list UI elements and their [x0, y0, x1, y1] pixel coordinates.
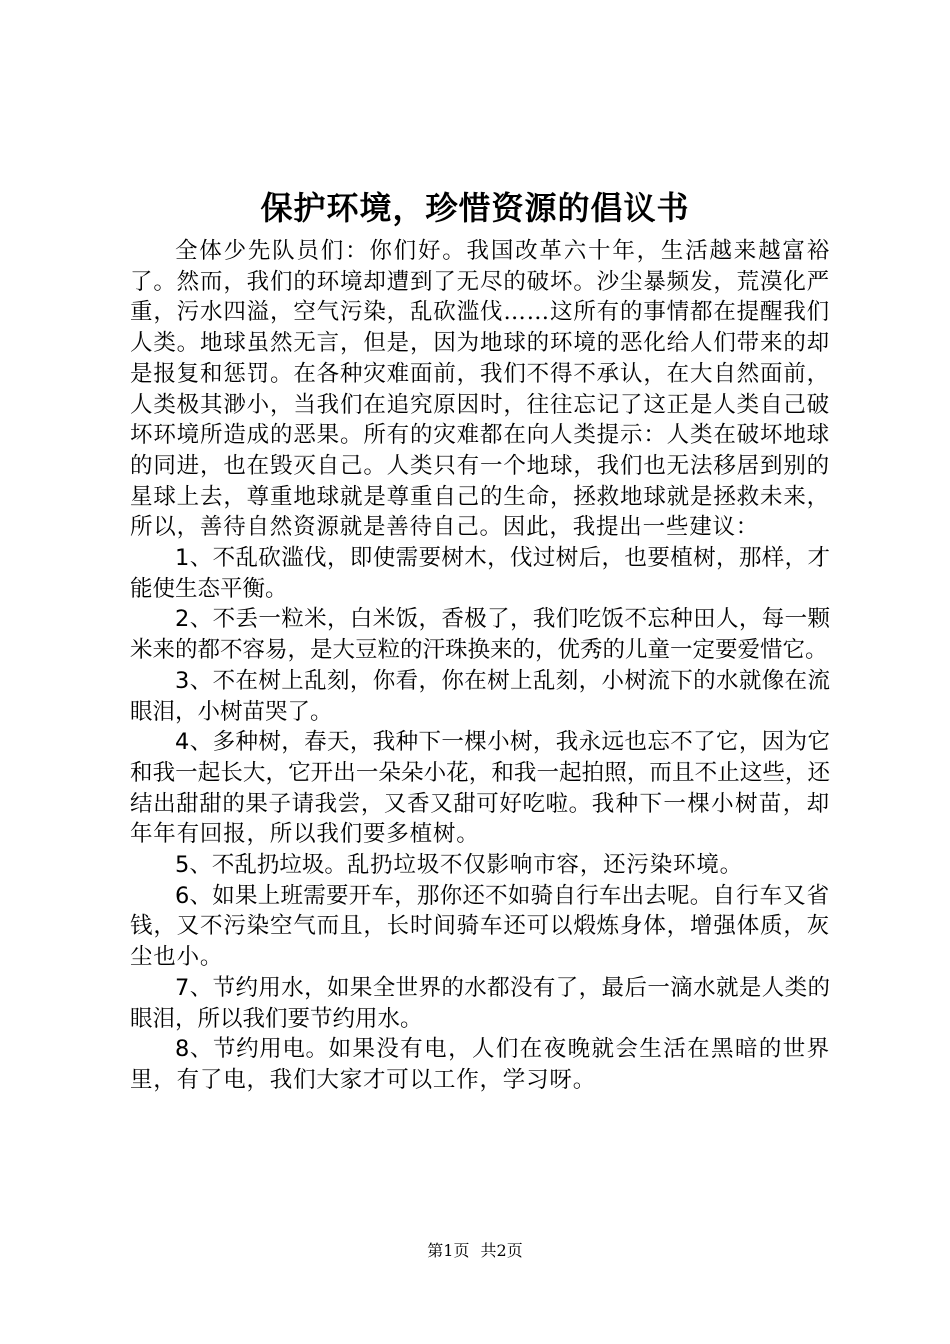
intro-paragraph: 全体少先队员们：你们好。我国改革六十年，生活越来越富裕了。然而，我们的环境却遭到了无尽的破坏。沙尘暴频发，荒漠化严重，污水四溢，空气污染，乱砍滥伐……这所有的事情都在提醒我们人类。地球虽然无言，但是，因为地球的环境的恶化给人们带来的却是报复和惩罚。在各种灾难面前，我们不得不承认，在大自然面前，人类极其渺小，当我们在追究原因时，往往忘记了这正是人类自己破坏环境所造成的恶果。所有的灾难都在向人类提示：人类在破坏地球的同进，也在毁灭自己。人类只有一个地球，我们也无法移居到别的星球上去，尊重地球就是尊重自己的生命，拯救地球就是拯救未来，所以，善待自然资源就是善待自己。因此，我提出一些建议： [130, 238, 830, 541]
suggestion-detail: 自行车又省钱，又不污染空气而且，长时间骑车还可以煅炼身体，增强体质，灰尘也小。 [130, 882, 830, 971]
page-number: 第1页 [427, 1241, 470, 1260]
document-title: 保护环境，珍惜资源的倡议书 [260, 189, 690, 227]
page-total: 共2页 [480, 1241, 523, 1260]
suggestion-text: 3、不在树上乱刻，你看，你在树上乱刻，小树流下的水就像在流眼泪，小树苗哭了。 [130, 667, 830, 725]
suggestion-item-3 [130, 666, 830, 727]
page-footer [0, 1238, 950, 1261]
suggestion-text: 1、不乱砍滥伐，即使需要树木，伐过树后，也要植树，那样，才能使生态平衡。 [130, 545, 830, 602]
suggestion-detail: 我种下一棵小树苗，却年年有回报，所以我们要多植树。 [130, 790, 830, 848]
suggestion-item-8 [130, 1034, 830, 1095]
suggestion-text: 4、多种树，春天，我种下一棵小树，我永远也忘不了它，因为它和我一起长大，它开出一朵朵小花，和我一起拍照，而且不止这些，还结出甜甜的果子请我尝，又香又甜可好吃啦。 [130, 729, 830, 817]
suggestion-text: 6、如果上班需要开车，那你还不如骑自行车出去呢。 [175, 882, 713, 909]
suggestion-item-4 [130, 727, 830, 850]
suggestion-text: 8、节约用电。 [175, 1036, 329, 1063]
suggestion-item-2 [130, 604, 830, 665]
suggestion-item-1 [130, 543, 830, 604]
suggestion-item-5 [130, 850, 830, 881]
document-body [130, 236, 830, 1096]
suggestion-item-6 [130, 881, 830, 973]
suggestion-text: 5、不乱扔垃圾。 [175, 852, 347, 879]
suggestion-text: 7、节约用水，如果全世界的水都没有了，最后一滴水就是人类的眼泪，所以我们要节约用水。 [130, 974, 830, 1032]
suggestion-text: 2、不丢一粒米，白米饭，香极了，我们吃饭不忘种田人，每一颗米来的都不容易，是大豆粒的汗珠换来的，优秀的儿童一定要爱惜它。 [130, 606, 830, 664]
suggestion-detail: 如果没有电，人们在夜晚就会生活在黑暗的世界里，有了电，我们大家才可以工作，学习呀。 [130, 1036, 830, 1093]
suggestion-item-7 [130, 973, 830, 1034]
suggestion-detail: 乱扔垃圾不仅影响市容，还污染环境。 [346, 852, 743, 879]
